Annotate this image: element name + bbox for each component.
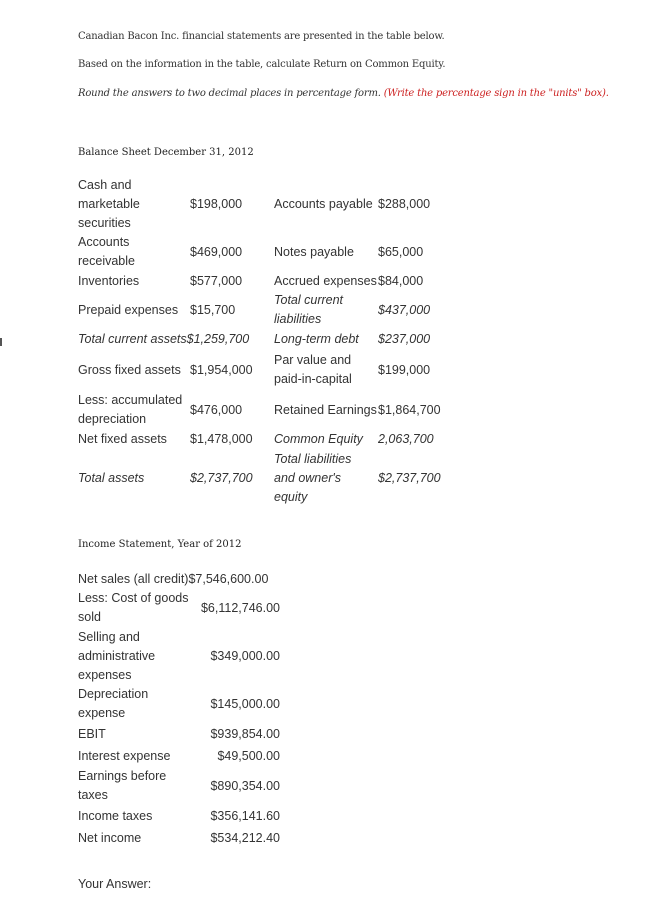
your-answer-label: Your Answer:	[78, 877, 152, 891]
table-row	[78, 449, 448, 507]
row-label: Depreciation expense	[78, 687, 149, 720]
row-label: Par value and paid-in-capital	[274, 353, 352, 386]
row-value: $1,954,000	[190, 362, 253, 377]
row-label: Cash and marketable securities	[78, 178, 140, 230]
row-value: $2,737,700	[378, 470, 441, 485]
left-edge-mark	[0, 338, 2, 346]
table-row	[78, 271, 448, 291]
row-label: Accrued expenses	[274, 273, 377, 288]
intro-line-1: Canadian Bacon Inc. financial statements are presented in the table below.	[78, 31, 445, 42]
row-label: Total current liabilities	[274, 293, 344, 326]
row-value: $65,000	[378, 244, 424, 259]
row-value: $476,000	[190, 402, 243, 417]
row-label: Net fixed assets	[78, 431, 167, 446]
row-value: $349,000.00	[210, 648, 280, 663]
row-value: $356,141.60	[210, 808, 280, 823]
table-row	[78, 291, 448, 329]
row-label: Accounts receivable	[78, 235, 135, 268]
row-label: Interest expense	[78, 748, 171, 763]
row-label: Earnings before taxes	[78, 769, 167, 802]
row-label: Common Equity	[274, 431, 363, 446]
row-label: Accounts payable	[274, 197, 373, 211]
row-label: Net income	[78, 830, 142, 845]
row-label: Less: Cost of goods sold	[78, 591, 189, 624]
table-row	[78, 805, 280, 827]
table-row	[78, 569, 280, 589]
row-label: Total liabilities and owner's equity	[274, 451, 352, 504]
rounding-instruction: Round the answers to two decimal places in percentage form.	[78, 88, 381, 99]
row-label: Long-term debt	[274, 331, 359, 346]
row-label: EBIT	[78, 726, 106, 741]
row-value: $237,000	[378, 331, 431, 346]
row-value: 2,063,700	[378, 431, 434, 446]
row-value: $577,000	[190, 273, 243, 288]
income-statement-title: Income Statement, Year of 2012	[78, 539, 242, 550]
intro-line-3	[78, 88, 609, 99]
balance-sheet-table	[78, 176, 448, 507]
row-value: $939,854.00	[210, 726, 280, 741]
row-value: $1,478,000	[190, 431, 253, 446]
row-label-text: Net sales (all credit)	[78, 571, 189, 586]
row-label: Prepaid expenses	[78, 302, 179, 317]
row-value: $1,864,700	[378, 402, 441, 417]
table-row	[78, 767, 280, 805]
row-label	[78, 569, 280, 589]
row-label: Gross fixed assets	[78, 362, 181, 377]
row-label: Income taxes	[78, 808, 153, 823]
row-value: $437,000	[378, 302, 431, 317]
row-value: $6,112,746.00	[200, 600, 280, 615]
table-row	[78, 176, 448, 233]
row-value: $145,000.00	[210, 696, 280, 711]
balance-sheet-title: Balance Sheet December 31, 2012	[78, 147, 254, 158]
row-label: Total assets	[78, 470, 145, 485]
table-row	[78, 233, 448, 271]
table-row	[78, 685, 280, 723]
row-value: $288,000	[378, 197, 431, 211]
row-value: $469,000	[190, 244, 243, 259]
row-value: $7,546,600.00	[188, 571, 269, 586]
row-value: $84,000	[378, 273, 424, 288]
row-value: $1,259,700	[186, 331, 250, 346]
intro-line-2: Based on the information in the table, calculate Return on Common Equity.	[78, 59, 446, 70]
row-value: $198,000	[190, 197, 243, 211]
row-label: Selling and administrative expenses	[78, 629, 156, 682]
table-row	[78, 745, 280, 767]
row-label: Notes payable	[274, 244, 354, 259]
table-row	[78, 589, 280, 627]
table-row	[78, 329, 448, 349]
units-instruction: (Write the percentage sign in the "units" box).	[383, 88, 609, 99]
row-value: $199,000	[378, 362, 431, 377]
table-row	[78, 391, 448, 429]
table-row	[78, 349, 448, 391]
row-label-text: Total current assets	[78, 331, 187, 346]
row-label: Less: accumulated depreciation	[78, 393, 183, 426]
row-label: Inventories	[78, 273, 140, 288]
table-row	[78, 827, 280, 849]
table-row	[78, 429, 448, 449]
row-label: Retained Earnings	[274, 402, 377, 417]
table-row	[78, 723, 280, 745]
row-value: $49,500.00	[217, 748, 280, 763]
table-row	[78, 627, 280, 685]
row-value: $890,354.00	[210, 778, 280, 793]
row-value: $15,700	[190, 302, 236, 317]
row-value: $2,737,700	[190, 470, 253, 485]
income-statement-table	[78, 569, 280, 849]
row-label	[78, 329, 274, 349]
row-value: $534,212.40	[210, 830, 280, 845]
